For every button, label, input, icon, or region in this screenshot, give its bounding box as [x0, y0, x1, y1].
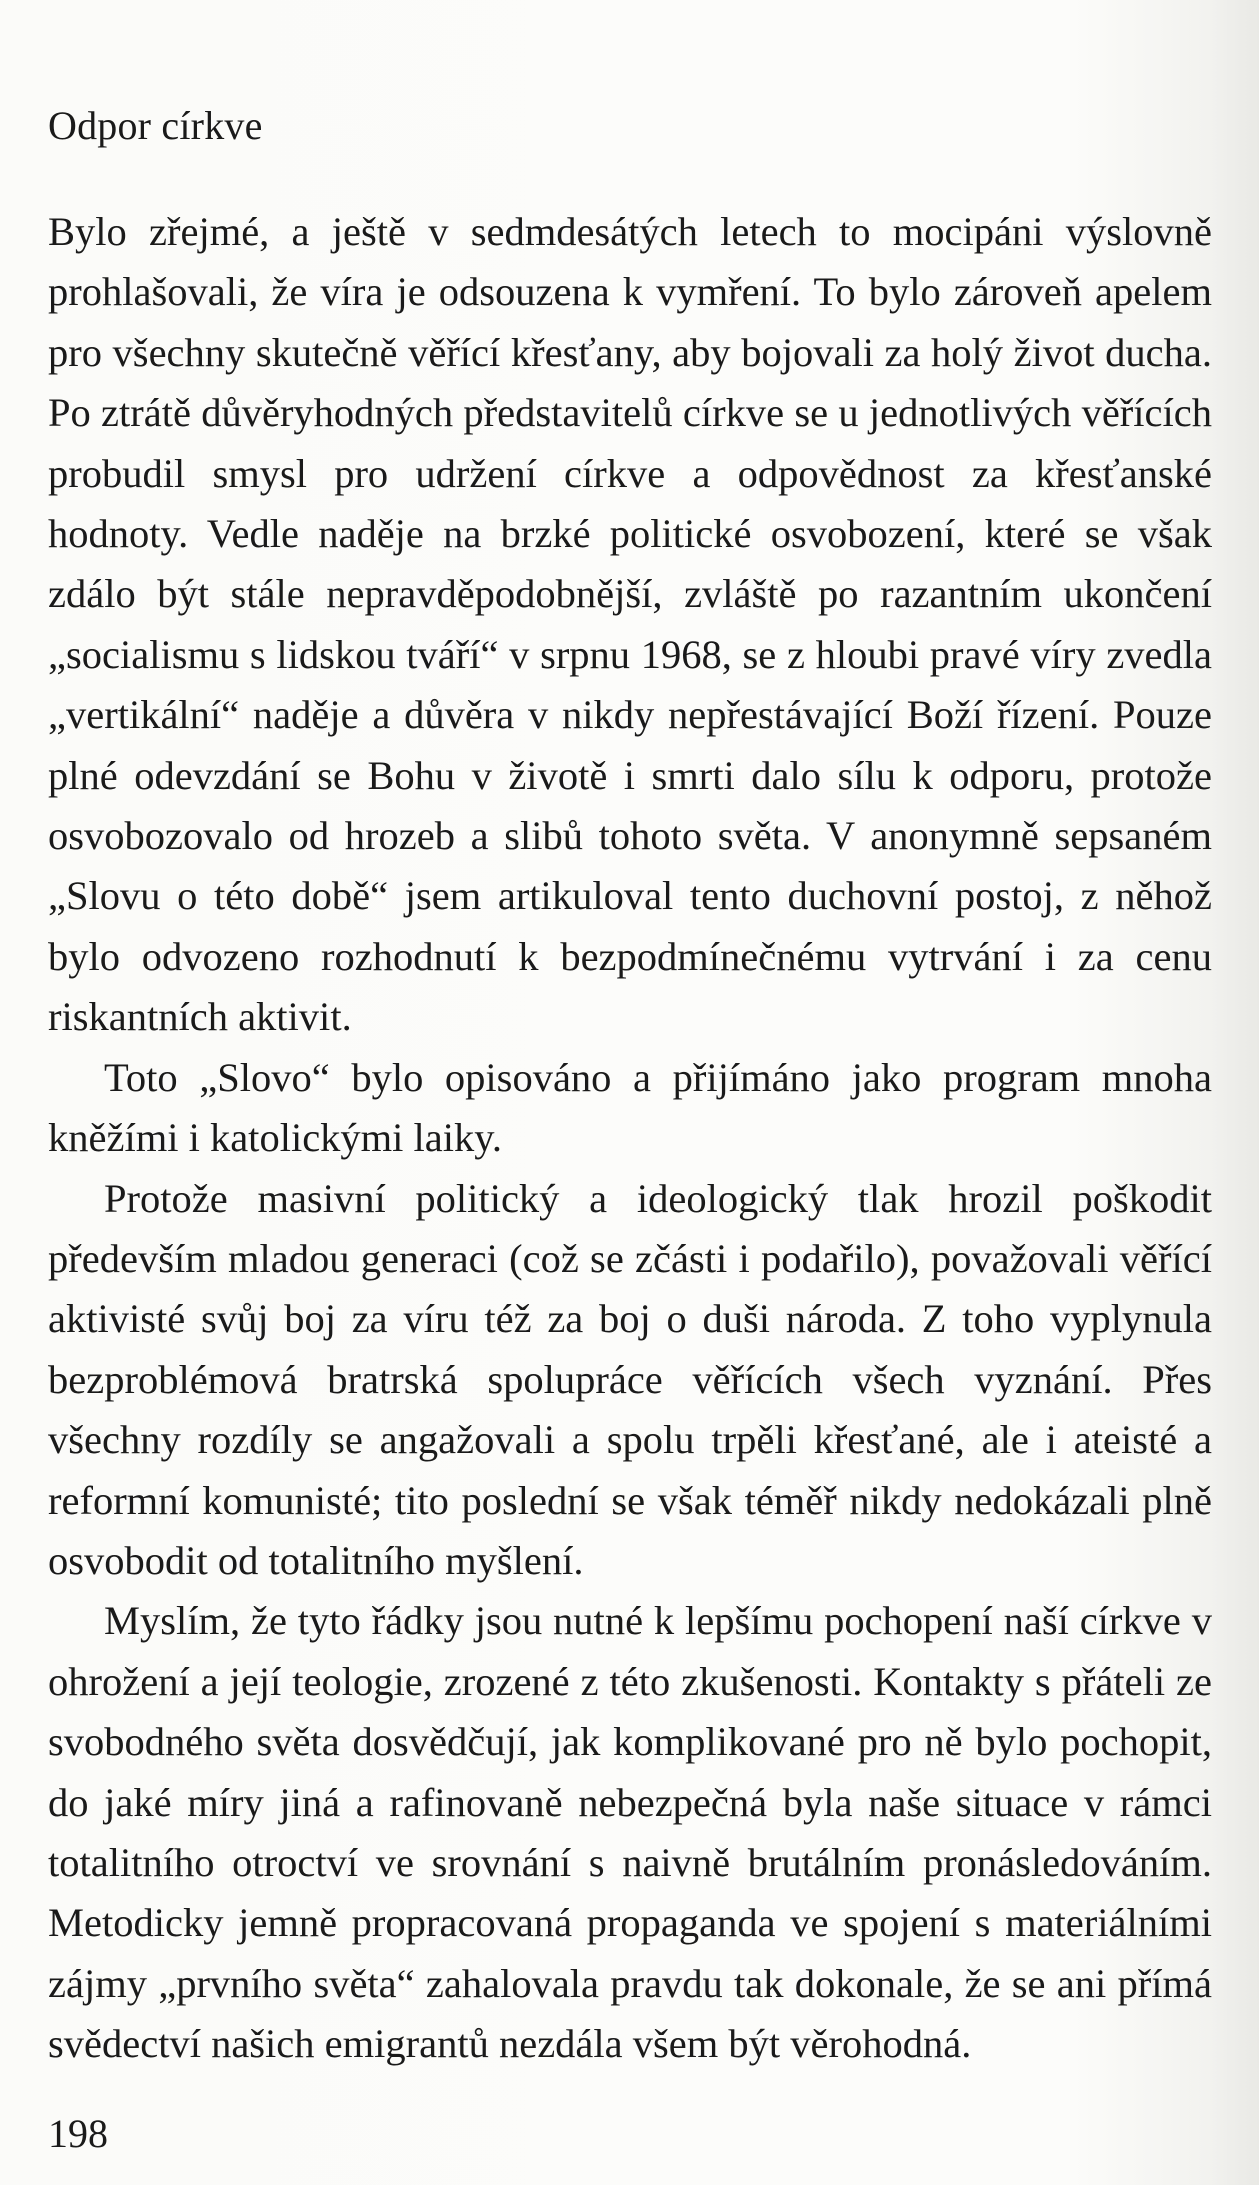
paragraph: Protože masivní politický a ideologický tlak hrozil poškodit především mladou generaci (což se zčásti i podařilo), považovali věřící aktivisté svůj boj za víru též za boj o duši národa. Z toho vyplynula bezproblémová bratrská spolupráce věřících všech vyznání. Přes všechny rozdíly se angažovali a spolu trpěli křesťané, ale i ateisté a reformní komunisté; tito poslední se však téměř nikdy nedokázali plně osvobodit od totalitního myšlení.: [48, 1175, 1212, 1583]
paragraph: Toto „Slovo“ bylo opisováno a přijímáno jako program mnoha kněžími i katolickými laiky.: [48, 1054, 1212, 1161]
section-heading: Odpor církve: [48, 103, 263, 148]
paragraph: Myslím, že tyto řádky jsou nutné k lepšímu pochopení naší církve v ohrožení a její teologie, zrozené z této zkušenosti. Kontakty s přáteli ze svobodného světa dosvědčují, jak komplikované pro ně bylo pochopit, do jaké míry jiná a rafinovaně nebezpečná byla naše situace v rámci totalitního otroctví ve srovnání s naivně brutálním pronásledováním. Metodicky jemně propracovaná propaganda ve spojení s materiálními zájmy „prvního světa“ zahalovala pravdu tak dokonale, že se ani přímá svědectví našich emigrantů nezdála všem být věrohodná.: [48, 1598, 1212, 2067]
body-text: [48, 202, 1212, 2075]
paragraph: Bylo zřejmé, a ještě v sedmdesátých letech to mocipáni výslovně prohlašovali, že víra je odsouzena k vymření. To bylo zároveň apelem pro všechny skutečně věřící křesťany, aby bojovali za holý život ducha. Po ztrátě důvěryhodných představitelů církve se u jednotlivých věřících probudil smysl pro udržení církve a odpovědnost za křesťanské hodnoty. Vedle naděje na brzké politické osvobození, které se však zdálo být stále nepravděpodobnější, zvláště po razantním ukončení „socialismu s lidskou tváří“ v srpnu 1968, se z hloubi pravé víry zvedla „vertikální“ naděje a důvěra v nikdy nepřestávající Boží řízení. Pouze plné odevzdání se Bohu v životě i smrti dalo sílu k odporu, protože osvobozovalo od hrozeb a slibů tohoto světa. V anonymně sepsaném „Slovu o této době“ jsem artikuloval tento duchovní postoj, z něhož bylo odvozeno rozhodnutí k bezpodmínečnému vytrvání i za cenu riskantních aktivit.: [48, 209, 1212, 1040]
page-number: 198: [48, 2111, 108, 2156]
page-content: [48, 100, 1212, 2075]
